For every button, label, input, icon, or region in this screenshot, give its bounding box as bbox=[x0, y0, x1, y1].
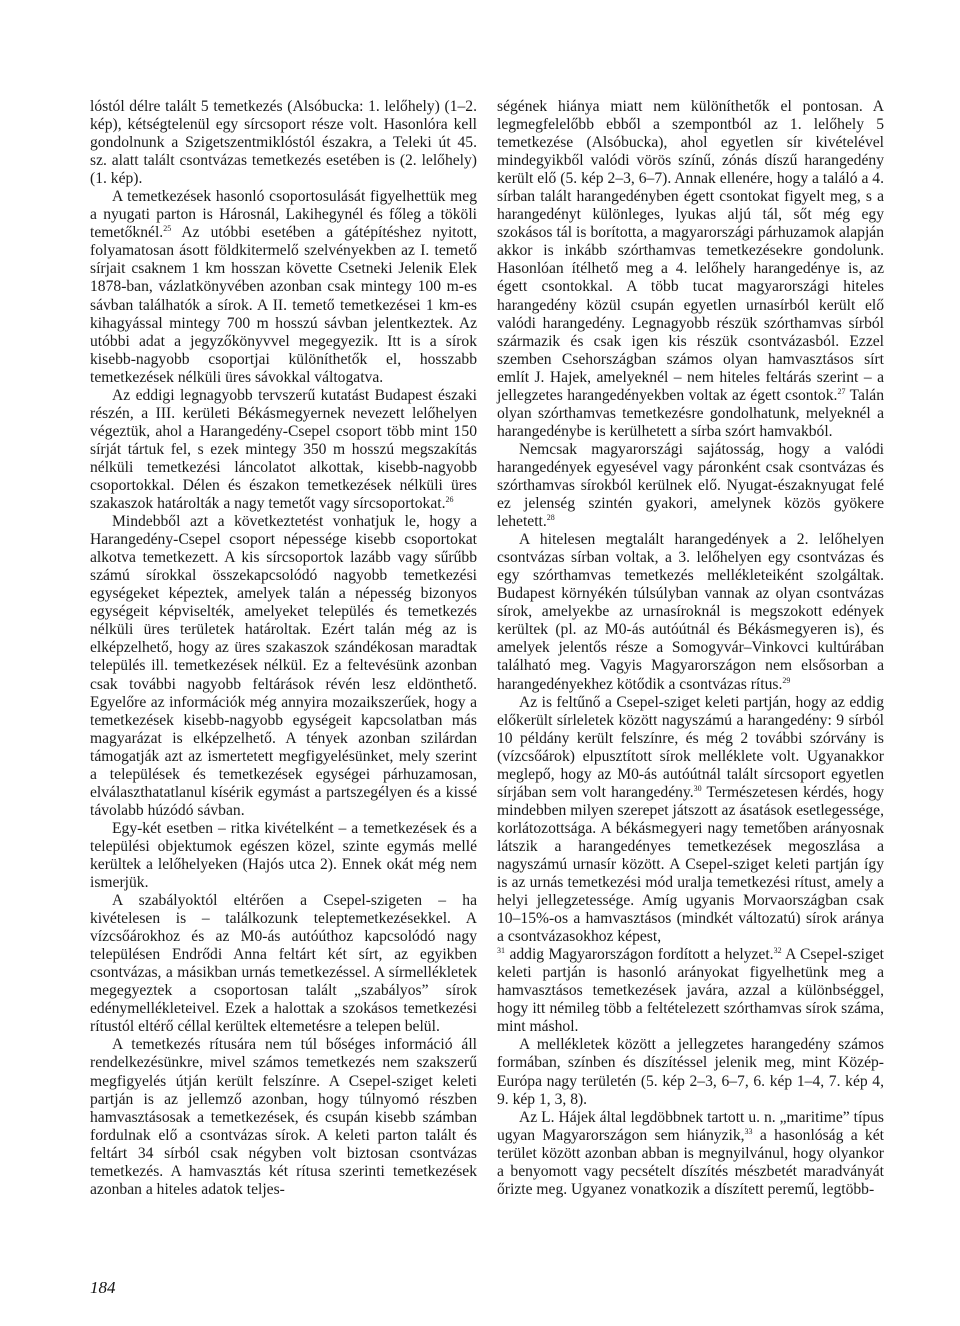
paragraph-text: A hitelesen megtalált harangedények a 2. lelőhelyen csontvázas sírban voltak, a 3. lelőhelyen egy csontvázas és egy szórthamvas temetkezés mellékleteiként szolgáltak. Budapest környékén túlsúlyban vannak az olyan csontvázas sírok, amelyekbe az urnasíroknál is megszokott edények kerültek (pl. az M0-ás autóútnál és Békásmegyeren is), és amelyek jelentős része a Somogyvár–Vinkovci kultúrában található meg. Vagyis Magyarországon nem elsősorban a harangedényekhez kötődik a csontvázas rítus. bbox=[497, 531, 884, 693]
footnote-ref: 26 bbox=[445, 495, 454, 505]
paragraph bbox=[497, 1109, 884, 1199]
paragraph-text: Az L. Hájek által legdöbbnek tartott u. n. „maritime” típus ugyan Magyarországon sem hiányzik, bbox=[497, 1108, 884, 1144]
paragraph-text-continued: Természetesen kérdés, hogy mindebben milyen szerepet játszott az ásatások esetlegessége, korlátozottsága. A békásmegyeri nagy temetőben arányosnak látszik a harangedényes temetkezések megoszlása a nagyszámú urnasír között. A Csepel-sziget keleti partján így is az urnás temetkezési mód uralja temetkezési rítust, amely a helyi jellegzetessége. Amíg ugyanis Morvaországban csak 10–15%-os a hamvasztásos (mindkét változatú) sírok aránya a csontvázasokhoz képest, bbox=[497, 783, 885, 946]
paragraph-text: A mellékletek között a jellegzetes harangedény számos formában, színben és díszítéssel jelenik meg, mint Közép-Európa nagy területén (5. kép 2–3, 6–7, 6. kép 1–4, 7. kép 4, 9. kép 1, 3, 8). bbox=[497, 1036, 884, 1108]
footnote-ref: 25 bbox=[163, 224, 172, 234]
footnote-ref: 33 bbox=[744, 1126, 753, 1136]
footnote-ref: 30 bbox=[693, 783, 702, 793]
footnote-ref: 31 bbox=[497, 946, 505, 956]
paragraph-text: Mindebből azt a következtetést vonhatjuk le, hogy a Harangedény-Csepel csoport népessége kisebb csoportokat alkotva temetkezett. A kis sírcsoportok lazább vagy sűrűbb számú sírokkal összekapcsolódó nagyobb temetkezési egységeket képeztek, amelyek talán a népesség bizonyos egységeit képviselték, amelyeket település és temetkezés nélküli üres területek határoltak. Ezért talán még az is elképzelhető, hogy az üres szakaszok szándékosan maradtak település ill. temetkezések nélkül. Ez a feltevésünk azonban csak további nagyobb feltárások révén lesz eldönthető. Egyelőre az információk még annyira mozaikszerűek, hogy a temetkezések kisebb-nagyobb egységeit kapcsolatban más magyarázat is elképzelhető. A tények azonban szilárdan támogatják azt az ismertetett megfigyelésünket, mely szerint a települések és temetkezések egységei párhuzamosan, elválaszthatatlanul kísérik egymást a partszegélyen és a kissé távolabb húzódó sávban. bbox=[90, 513, 477, 819]
footnote-ref: 27 bbox=[837, 386, 846, 396]
paragraph-text-continued: Talán olyan szórthamvas temetkezésre gondolhatunk, melyeknél a harangedénybe is kerülhetett a sírba szórt hamvakból. bbox=[497, 386, 885, 440]
paragraph-text: Az eddigi legnagyobb tervszerű kutatást Budapest északi részén, a III. kerületi Békásmegyernek nevezett lelőhelyen végeztük, ahol a Harangedény-Csepel csoport több mint 150 sírját tártuk fel, s ezek mintegy 350 m hosszú megszakítás nélküli temetkezési láncolatot alkottak, kisebb-nagyobb csoportokkal. Délen és északon temetkezések nélküli üres szakaszok határolták a nagy temetőt vagy sírcsoportokat. bbox=[90, 386, 477, 513]
page-number: 184 bbox=[90, 1278, 116, 1297]
paragraph-text: lóstól délre talált 5 temetkezés (Alsóbucka: 1. lelőhely) (1–2. kép), kétségtelenül egy sírcsoport része volt. Hasonlóra kell gondolnunk a Szigetszentmiklóstól északra, a Teleki út 45. sz. alatt talált csontvázas temetkezés esetében is (2. lelőhely) (1. kép). bbox=[90, 98, 477, 188]
paragraph-text: addig Magyarországon fordított a helyzet. bbox=[505, 946, 774, 964]
paragraph bbox=[497, 694, 884, 947]
paragraph bbox=[497, 441, 884, 531]
paragraph-text-continued: a hasonlóság a két terület között azonban abban is megnyilvánul, hogy olyankor a benyomott vagy pecsételt díszítés mészbetét maradványát őrizte meg. Ugyanez vonatkozik a díszített peremű, legtöbb- bbox=[497, 1126, 884, 1198]
paragraph-text-continued: Az utóbbi esetében a gátépítéshez nyitott, folyamatosan ásott földkitermelő szelvényekben az I. temető sírjait csaknem 1 km hosszan követte Csetneki Jelenik Elek 1878-ban, vázlatkönyvében azonban csak mintegy 100 m-es sávban találhatók a sírok. A II. temető temetkezései 1 km-es kihagyással mintegy 700 m hosszú sávban jelentkeztek. Az utóbbi adat a jegyzőkönyvvel megegyezik. Itt is a sírok kisebb-nagyobb csoportjai különíthetők el, hosszabb temetkezések nélküli üres sávokkal váltogatva. bbox=[90, 224, 477, 386]
paragraph bbox=[90, 892, 477, 1036]
paragraph-text: A szabályoktól eltérően a Csepel-szigeten – ha kivételesen is – találkozunk teleptemetkezésekkel. A vízcsőárokhoz és az M0-ás autóúthoz kapcsolódó nagy településen Endrődi Anna feltárt két sírt, az egyikben csontvázas, a másikban urnás temetkezéssel. A sírmellékletek megegyeztek a csoportosan talált „szabályos” sírok edénymellékleteivel. Ezek a halottak a szokásos temetkezési rítustól eltérő céllal kerültek eltemetésre a telepen belül. bbox=[90, 892, 477, 1036]
paragraph-text: Az is feltűnő a Csepel-sziget keleti partján, hogy az eddig előkerült sírleletek között nagyszámú a harangedény: 9 sírból 10 példány került felszínre, és még 2 további szórvány is (vízcsőárok) elpusztított sírok melléklete volt. Ugyanakkor meglepő, hogy az M0-ás autóútnál talált sírcsoport egyetlen sírjában sem volt harangedény. bbox=[497, 693, 884, 801]
paragraph-text-continued: A Csepel-sziget keleti partján is hasonló arányokat figyelhetünk meg a hamvasztásos temetkezések javára, azzal a különbséggel, hogy itt némileg több a feltételezett szórthamvas sírok száma, mint máshol. bbox=[497, 946, 885, 1036]
left-column bbox=[90, 98, 477, 1199]
paragraph-text: ségének hiánya miatt nem különíthetők el pontosan. A legmegfelelőbb ebből a szempontból az 1. lelőhely 5 temetkezése (Alsóbucka), ahol egyetlen sír kivételével mindegyikből valódi vörös színű, zónás díszű harangedény került elő (5. kép 2–3, 6–7). Annak ellenére, hogy a találó a 4. sírban talált harangedényben égett csontokat figyelt meg, s a harangedényt különleges, lyukas aljú tál, sőt még egy szokásos tál is borította, a magyarországi párhuzamok alapján akkor is inkább szórthamvas temetkezésekre gondolunk. Hasonlóan ítélhető meg a 4. lelőhely harangedénye is, az égett csontokkal. A több tucat magyarországi hiteles harangedény közül csupán egyetlen urnasírból került elő valódi harangedény. Legnagyobb részük szórthamvas sírból származik és csak igen kis részük csontvázasból. Ezzel szemben Csehországban számos olyan hamvasztásos sírt említ J. Hajek, amelyeknél – nem hiteles feltárás szerint – a jellegzetes harangedényekben voltak az égett csontok. bbox=[497, 98, 884, 404]
footnote-ref: 28 bbox=[546, 513, 555, 523]
paragraph-text: Egy-két esetben – ritka kivételként – a temetkezések és a települési objektumok egészen közel, szinte egymás mellé kerültek a lelőhelyeken (Hajós utca 2). Ennek okát még nem ismerjük. bbox=[90, 819, 477, 892]
right-column bbox=[497, 98, 884, 1199]
paragraph bbox=[90, 387, 477, 513]
paragraph bbox=[497, 531, 884, 693]
paragraph bbox=[90, 820, 477, 892]
paragraph bbox=[497, 946, 884, 1036]
paragraph bbox=[497, 1036, 884, 1108]
paragraph bbox=[90, 188, 477, 387]
paragraph bbox=[90, 98, 477, 188]
footnote-ref: 29 bbox=[782, 675, 791, 685]
paragraph bbox=[497, 98, 884, 441]
paragraph bbox=[90, 513, 477, 820]
paragraph-text: A temetkezés rítusára nem túl bőséges információ áll rendelkezésünkre, mivel számos temetkezés nem szakszerű megfigyelés útján került felszínre. A Csepel-sziget keleti partján is az jellemző azonban, hogy túlnyomó részben hamvasztásosak a temetkezések, és csupán kisebb számban fordulnak elő a csontvázas sírok. A keleti parton talált és feltárt 34 sírból csak négyben volt biztosan csontvázas temetkezés. A hamvasztás két rítusa szerinti temetkezések azonban a hiteles adatok teljes- bbox=[90, 1036, 477, 1198]
paragraph-text: Nemcsak magyarországi sajátosság, hogy a valódi harangedények egyesével vagy páronként csak csontvázas és szórthamvas sírokból kerülnek elő. Nyugat-északnyugat felé ez jelenség szintén gyakori, amelynek közös gyökere lehetett. bbox=[497, 440, 884, 531]
paragraph-text: A temetkezések hasonló csoportosulását figyelhettük meg a nyugati parton is Hárosnál, Lakihegynél és főleg a tököli temetőknél. bbox=[90, 188, 477, 242]
footnote-ref: 32 bbox=[773, 946, 782, 956]
paragraph bbox=[90, 1036, 477, 1198]
